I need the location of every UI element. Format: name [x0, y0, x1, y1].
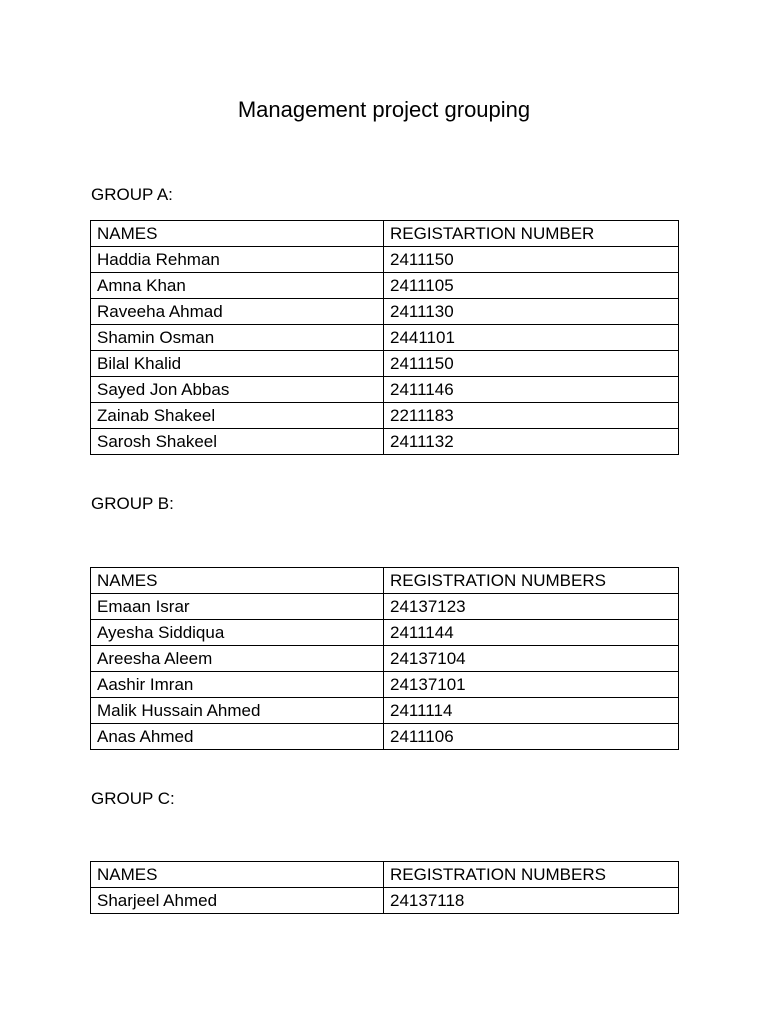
member-name-cell: Areesha Aleem [91, 646, 384, 672]
table-row [91, 672, 679, 698]
registration-number-cell: 2411146 [384, 377, 679, 403]
page-title: Management project grouping [237, 97, 531, 122]
registration-column-header: REGISTRATION NUMBERS [384, 862, 679, 888]
table-row [91, 273, 679, 299]
member-name-cell: Emaan Israr [91, 594, 384, 620]
member-name-cell: Sarosh Shakeel [91, 429, 384, 455]
member-name-cell: Haddia Rehman [91, 247, 384, 273]
member-name-cell: Raveeha Ahmad [91, 299, 384, 325]
table-row [91, 698, 679, 724]
table-row [91, 646, 679, 672]
table-row [91, 325, 679, 351]
registration-number-cell: 2211183 [384, 403, 679, 429]
table-row [91, 594, 679, 620]
group-c-heading: GROUP C: [91, 789, 175, 808]
registration-number-cell: 2441101 [384, 325, 679, 351]
member-name-cell: Ayesha Siddiqua [91, 620, 384, 646]
table-row [91, 888, 679, 914]
names-column-header: NAMES [91, 221, 384, 247]
registration-number-cell: 2411150 [384, 351, 679, 377]
registration-number-cell: 2411144 [384, 620, 679, 646]
table-row [91, 299, 679, 325]
member-name-cell: Amna Khan [91, 273, 384, 299]
registration-number-cell: 2411132 [384, 429, 679, 455]
registration-number-cell: 2411114 [384, 698, 679, 724]
group-b-heading: GROUP B: [91, 494, 174, 513]
registration-number-cell: 2411150 [384, 247, 679, 273]
table-row [91, 377, 679, 403]
table-row [91, 351, 679, 377]
table-row [91, 429, 679, 455]
names-column-header: NAMES [91, 862, 384, 888]
member-name-cell: Anas Ahmed [91, 724, 384, 750]
registration-column-header: REGISTRATION NUMBERS [384, 568, 679, 594]
table-row [91, 403, 679, 429]
member-name-cell: Malik Hussain Ahmed [91, 698, 384, 724]
table-header-row [91, 221, 679, 247]
table-row [91, 247, 679, 273]
registration-number-cell: 2411105 [384, 273, 679, 299]
names-column-header: NAMES [91, 568, 384, 594]
registration-number-cell: 2411130 [384, 299, 679, 325]
group-a-table [90, 220, 679, 455]
member-name-cell: Sayed Jon Abbas [91, 377, 384, 403]
member-name-cell: Zainab Shakeel [91, 403, 384, 429]
group-c-table [90, 861, 679, 914]
table-header-row [91, 568, 679, 594]
table-header-row [91, 862, 679, 888]
registration-number-cell: 24137123 [384, 594, 679, 620]
registration-number-cell: 2411106 [384, 724, 679, 750]
member-name-cell: Shamin Osman [91, 325, 384, 351]
member-name-cell: Bilal Khalid [91, 351, 384, 377]
registration-number-cell: 24137118 [384, 888, 679, 914]
member-name-cell: Sharjeel Ahmed [91, 888, 384, 914]
registration-column-header: REGISTARTION NUMBER [384, 221, 679, 247]
table-row [91, 724, 679, 750]
member-name-cell: Aashir Imran [91, 672, 384, 698]
table-row [91, 620, 679, 646]
group-a-heading: GROUP A: [91, 185, 173, 204]
registration-number-cell: 24137101 [384, 672, 679, 698]
group-b-table [90, 567, 679, 750]
registration-number-cell: 24137104 [384, 646, 679, 672]
